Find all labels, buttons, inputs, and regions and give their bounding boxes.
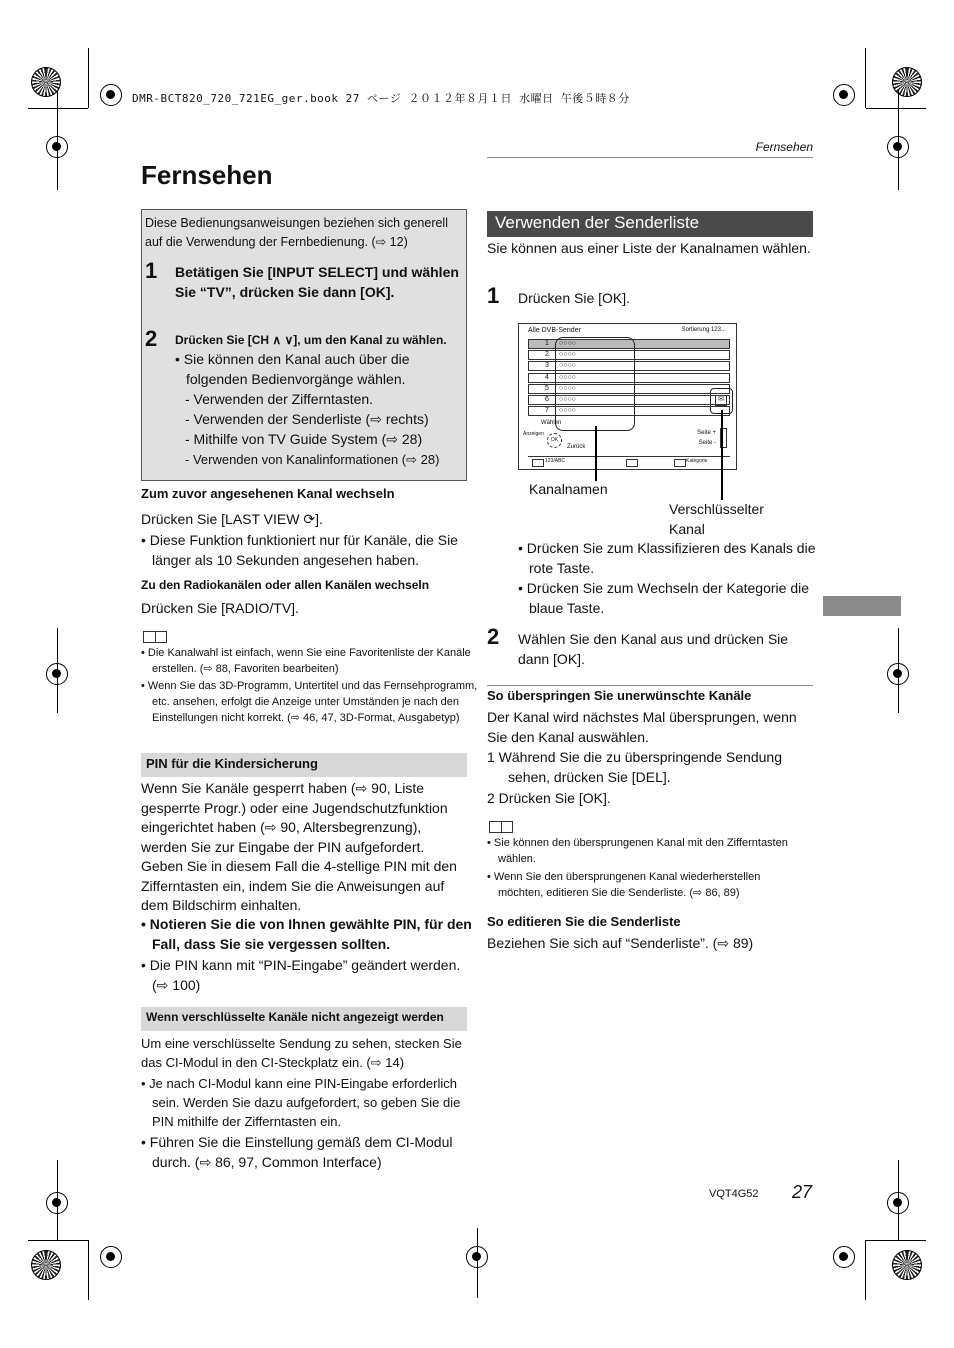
registration-mark — [100, 1246, 122, 1268]
step1-text: Betätigen Sie [INPUT SELECT] und wählen Sie “TV”, drücken Sie dann [OK]. — [175, 264, 459, 300]
page-title: Fernsehen — [141, 160, 273, 190]
screen-sort: Sortierung 123... — [681, 327, 726, 333]
step2-text: Drücken Sie [CH ∧ ∨], um den Kanal zu wählen. — [175, 333, 447, 347]
screen-btn-right: Kategorie — [686, 458, 708, 464]
registration-mark — [833, 1246, 855, 1268]
section-intro: Sie können aus einer Liste der Kanalnamen wählen. — [487, 240, 811, 256]
crop-line — [865, 1240, 866, 1300]
crop-line — [88, 48, 89, 108]
channel-number: 2 — [545, 351, 549, 358]
crop-line — [865, 48, 866, 108]
screen-back: Zurück — [567, 444, 586, 450]
channel-number: 7 — [545, 407, 549, 414]
note-item: • Sie können den übersprungenen Kanal mit den Zifferntasten wählen. — [487, 837, 788, 865]
side-tab — [823, 596, 901, 616]
pin-bold-note: • Notieren Sie die von Ihnen gewählte PIN, für den Fall, dass Sie sie vergessen sollten. — [141, 916, 472, 952]
screen-display: Anzeigen — [523, 431, 544, 437]
crop-line — [898, 1160, 899, 1240]
step-number: 2 — [487, 624, 500, 649]
callout-line — [721, 410, 723, 500]
channel-name: ○○○○ — [559, 362, 576, 369]
screen-page-down: Seite - — [698, 440, 716, 446]
step1-text: Drücken Sie [OK]. — [518, 290, 631, 306]
step2-bullet: • Sie können den Kanal auch über die folgenden Bedienvorgänge wählen. — [175, 351, 410, 387]
callout-channel-names: Kanalnamen — [529, 481, 608, 497]
registration-rose-top-right — [892, 67, 922, 97]
note-item: • Die Kanalwahl ist einfach, wenn Sie eine Favoritenliste der Kanäle erstellen. (⇨ 88, Favoriten bearbeiten) — [141, 647, 471, 675]
red-key-bullet: • Drücken Sie zum Klassifizieren des Kanals die rote Taste. — [518, 540, 816, 576]
channel-number: 3 — [545, 362, 549, 369]
channel-name: ○○○○ — [559, 351, 576, 358]
ok-dial-icon — [547, 433, 562, 448]
encrypted-heading: Wenn verschlüsselte Kanäle nicht angezeigt werden — [141, 1007, 467, 1031]
callout-encrypted: Verschlüsselter Kanal — [669, 501, 764, 537]
channel-name: ○○○○ — [559, 407, 576, 414]
channel-name: ○○○○ — [559, 396, 576, 403]
crop-line — [866, 108, 926, 109]
step-number: 1 — [487, 283, 500, 308]
crop-line — [28, 108, 88, 109]
note-icon — [143, 631, 167, 643]
channel-number: 1 — [545, 340, 549, 347]
step2-item: - Mithilfe von TV Guide System (⇨ 28) — [185, 431, 423, 447]
encrypted-text: Um eine verschlüsselte Sendung zu sehen, stecken Sie das CI-Modul in den CI-Steckplatz ein. (⇨ 14) — [141, 1036, 462, 1070]
step-number: 2 — [145, 326, 158, 351]
step-number: 1 — [145, 258, 158, 283]
previous-channel-heading: Zum zuvor angesehenen Kanal wechseln — [141, 486, 395, 501]
note-icon — [489, 821, 513, 833]
encrypted-bullet: • Je nach CI-Modul kann eine PIN-Eingabe erforderlich sein. Werden Sie dazu aufgefordert, so geben Sie die PIN mithilfe der Zifferntasten ein. — [141, 1076, 461, 1129]
section-heading: Verwenden der Senderliste — [487, 211, 813, 237]
screen-title: Alle DVB-Sender — [528, 327, 581, 334]
skip-step: 2 Drücken Sie [OK]. — [487, 790, 611, 806]
crop-line — [57, 1160, 58, 1240]
channel-name: ○○○○ — [559, 385, 576, 392]
screen-page-up: Seite + — [697, 430, 716, 436]
channel-number: 6 — [545, 396, 549, 403]
registration-mark — [833, 84, 855, 106]
red-button-icon — [532, 459, 544, 467]
section-divider — [487, 685, 813, 686]
radio-heading: Zu den Radiokanälen oder allen Kanälen wechseln — [141, 578, 430, 592]
edit-heading: So editieren Sie die Senderliste — [487, 914, 681, 929]
blue-button-icon — [674, 459, 686, 467]
previous-channel-bullet: • Diese Funktion funktioniert nur für Kanäle, die Sie länger als 10 Sekunden angesehen haben. — [141, 532, 458, 568]
registration-rose-bottom-right — [892, 1250, 922, 1280]
step2-item: - Verwenden der Zifferntasten. — [185, 391, 374, 407]
encrypted-icon: ✉ — [715, 395, 727, 406]
crop-line — [57, 90, 58, 190]
skip-text: Der Kanal wird nächstes Mal übersprungen, wenn Sie den Kanal auswählen. — [487, 709, 797, 745]
crop-line — [28, 1240, 88, 1241]
step2-text: Wählen Sie den Kanal aus und drücken Sie dann [OK]. — [518, 631, 789, 667]
note-item: • Wenn Sie den übersprungenen Kanal wiederherstellen möchten, editieren Sie die Senderliste. (⇨ 86, 89) — [487, 871, 761, 899]
skip-step: 1 Während Sie die zu überspringende Sendung sehen, drücken Sie [DEL]. — [487, 749, 782, 785]
registration-mark — [100, 84, 122, 106]
crop-line — [866, 1240, 926, 1241]
crop-line — [898, 628, 899, 713]
crop-line — [57, 628, 58, 713]
page-number: 27 — [792, 1182, 813, 1202]
channel-name: ○○○○ — [559, 340, 576, 347]
encrypted-bullet: • Führen Sie die Einstellung gemäß dem CI-Modul durch. (⇨ 86, 97, Common Interface) — [141, 1134, 453, 1170]
yellow-button-icon — [626, 459, 638, 467]
channel-name-highlight — [555, 337, 635, 431]
channel-number: 4 — [545, 374, 549, 381]
pin-heading: PIN für die Kindersicherung — [141, 753, 467, 777]
channel-list-screen — [518, 323, 737, 470]
pin-text: Wenn Sie Kanäle gesperrt haben (⇨ 90, Liste gesperrte Progr.) oder eine Jugendschutzfunktion eingerichtet haben (⇨ 90, Altersbegrenzung), werden Sie zur Eingabe der PIN aufgefordert. Geben Sie in diesem Fall die 4-stellige PIN mit den Zifferntasten ein, indem Sie die Anweisungen auf dem Bildschirm einhalten. — [141, 780, 457, 913]
callout-line — [595, 426, 597, 481]
crop-line — [88, 1240, 89, 1300]
header-rule — [487, 157, 813, 158]
skip-heading: So überspringen Sie unerwünschte Kanäle — [487, 688, 752, 703]
note-item: • Wenn Sie das 3D-Programm, Untertitel und das Fernsehprogramm, etc. ansehen, erfolgt die Anzeige unter Umständen je nach den Einstellungen nicht korrekt. (⇨ 46, 47, 3D-Format, Ausgabetyp) — [141, 680, 478, 724]
screen-ok: OK — [550, 437, 559, 443]
channel-name: ○○○○ — [559, 374, 576, 381]
radio-text: Drücken Sie [RADIO/TV]. — [141, 600, 299, 616]
screen-btn-left: 123/ABC — [545, 458, 566, 464]
screen-select: Wählen — [541, 420, 562, 426]
pin-bullet: • Die PIN kann mit “PIN-Eingabe” geändert werden. (⇨ 100) — [141, 957, 461, 993]
step2-item: - Verwenden von Kanalinformationen (⇨ 28) — [185, 452, 440, 467]
channel-number: 5 — [545, 385, 549, 392]
intro-text: Diese Bedienungsanweisungen beziehen sich generell auf die Verwendung der Fernbedienung. (⇨ 12) — [145, 216, 448, 249]
document-code: VQT4G52 — [709, 1188, 759, 1200]
running-title: Fernsehen — [755, 140, 813, 154]
registration-rose-bottom-left — [31, 1250, 61, 1280]
step2-item: - Verwenden der Senderliste (⇨ rechts) — [185, 411, 429, 427]
previous-channel-text: Drücken Sie [LAST VIEW ⟳]. — [141, 511, 323, 527]
crop-line — [477, 1228, 478, 1298]
blue-key-bullet: • Drücken Sie zum Wechseln der Kategorie die blaue Taste. — [518, 580, 810, 616]
crop-line — [898, 90, 899, 190]
edit-text: Beziehen Sie sich auf “Senderliste”. (⇨ 89) — [487, 935, 754, 951]
file-info-header: DMR-BCT820_720_721EG_ger.book 27 ページ ２０１２年８月１日 水曜日 午後５時８分 — [132, 92, 630, 105]
